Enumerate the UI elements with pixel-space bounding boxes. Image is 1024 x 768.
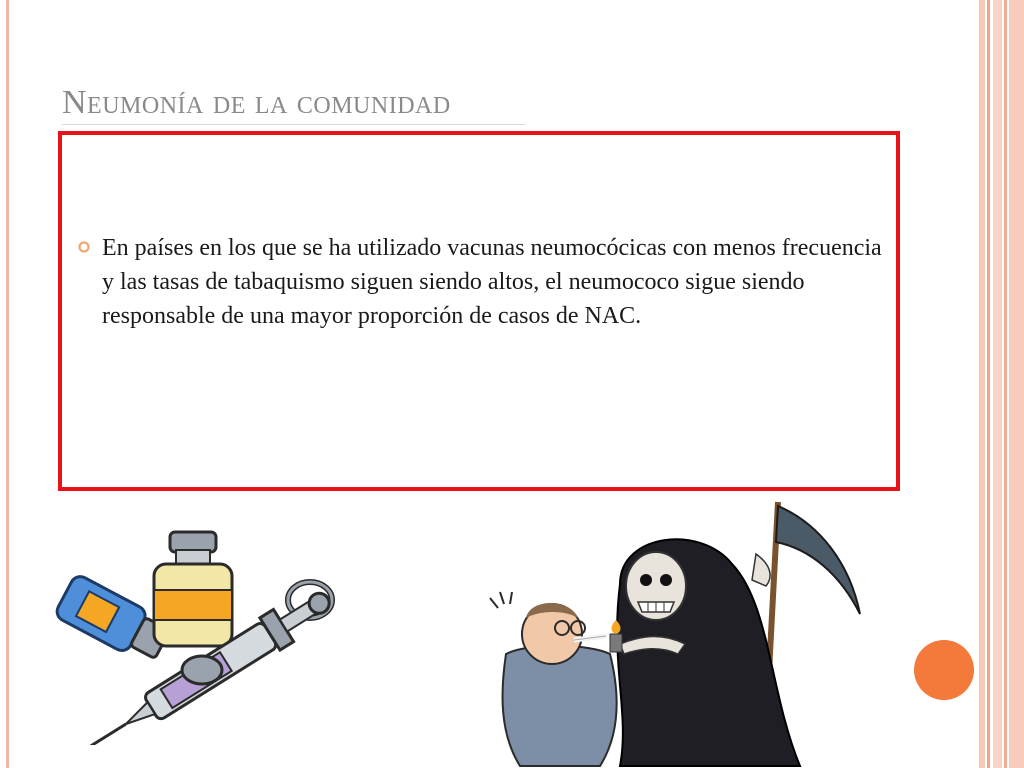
accent-circle <box>914 640 974 700</box>
bullet-text: En países en los que se ha utilizado vacunas neumocócicas con menos frecuencia y las tasas de tabaquismo siguen siendo altos, el neumococo sigue siendo responsable de una mayor proporción de casos de NAC. <box>102 235 882 329</box>
content-box <box>58 131 900 491</box>
slide-title: Neumonía de la comunidad <box>62 84 451 121</box>
grim-reaper-illustration <box>470 494 880 768</box>
left-decorative-rule <box>6 0 9 768</box>
title-underline <box>62 124 526 125</box>
vaccine-illustration <box>52 530 342 745</box>
right-decorative-band <box>987 0 990 768</box>
smoker-figure <box>490 592 617 766</box>
blue-vial-icon <box>54 573 170 659</box>
right-decorative-band <box>1009 0 1024 768</box>
right-decorative-band <box>979 0 985 768</box>
right-decorative-band <box>993 0 1002 768</box>
standing-vial-icon <box>154 532 232 646</box>
bullet-icon <box>78 241 90 253</box>
right-decorative-band <box>1004 0 1007 768</box>
